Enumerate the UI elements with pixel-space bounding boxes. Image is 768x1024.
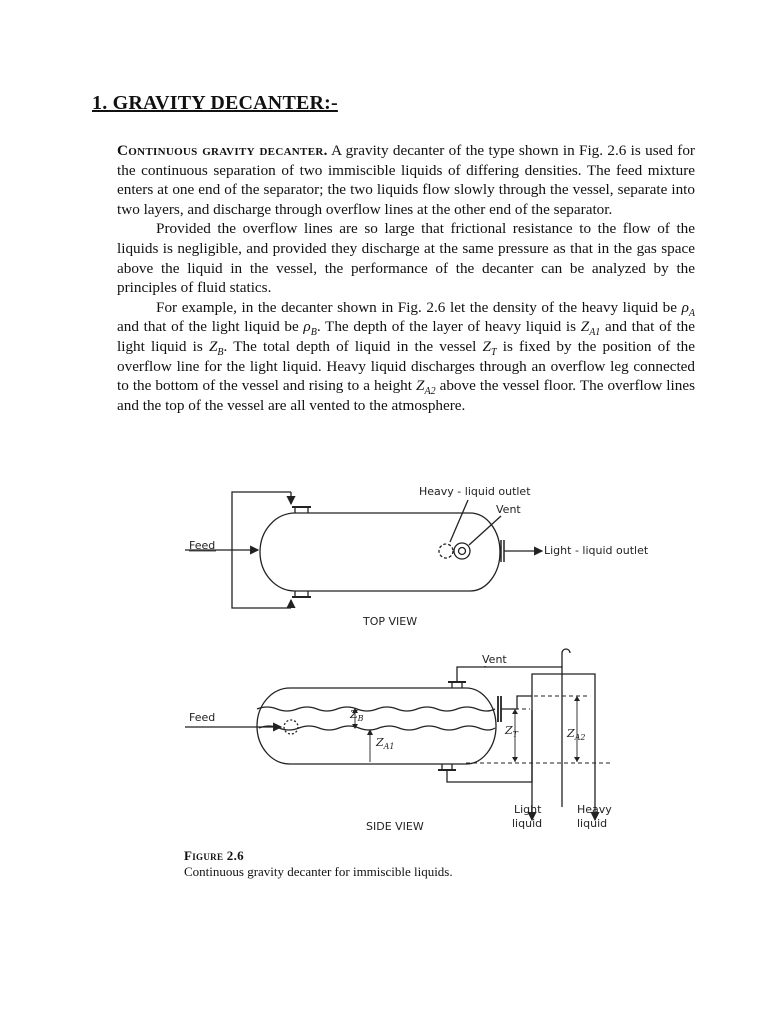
paragraph-1 (117, 141, 695, 219)
zb-label: $Z_B$ (350, 708, 364, 723)
text-run: . The depth of the layer of heavy liquid is (316, 318, 581, 336)
side-vent-label: Vent (482, 653, 507, 666)
heavy-outlet-circle (439, 544, 453, 558)
side-view-vessel (257, 688, 496, 764)
symbol-z-a1: $Z_{A1}$ (580, 318, 601, 339)
paragraph-lead: Continuous gravity decanter. (117, 142, 328, 159)
light-liquid-label-1: Light (514, 803, 542, 816)
side-view-title: SIDE VIEW (366, 820, 424, 833)
light-liquid-label-2: liquid (512, 817, 543, 830)
paragraph-1-text: A gravity decanter of the type shown in Fig. 2.6 is used for the continuous separation of two immiscible liquids of differing densities. The feed mixture enters at one end of the separator; the two liquids flow slowly through the vessel, separate into two layers, and discharge through overflow lines at the other end of the separator. (117, 142, 695, 218)
liquid-interface (259, 726, 495, 730)
symbol-rho-a: $\rho_A$ (681, 298, 695, 319)
side-view-labels (189, 653, 612, 833)
liquid-surface (257, 707, 495, 711)
side-view (185, 649, 610, 820)
section-heading: 1. GRAVITY DECANTER:- (92, 92, 338, 114)
symbol-z-a2: $Z_{A2}$ (416, 377, 436, 398)
za2-label: $Z_{A2}$ (567, 727, 586, 742)
heavy-liquid-label-1: Heavy (577, 803, 612, 816)
zt-label: $Z_T$ (505, 724, 518, 739)
top-vent-label: Vent (496, 503, 521, 516)
text-run: . The total depth of liquid in the vessel (223, 337, 483, 355)
text-run: and that of the light liquid be (117, 318, 304, 336)
text-run: is fixed by the position of the overflow line for the light liquid. Heavy liquid discharges through an overflow leg connected to the bottom of the vessel and rising to a height (117, 337, 695, 395)
za1-label: $Z_{A1}$ (376, 736, 395, 751)
side-feed-label: Feed (189, 711, 216, 724)
figure-caption (184, 848, 453, 880)
feed-inlet-circle (284, 720, 298, 734)
light-liquid-pipe (501, 696, 532, 709)
text-run: above the vessel floor. The overflow lines and the top of the vessel are all vented to the atmosphere. (117, 377, 695, 414)
symbol-z-t: $Z_T$ (482, 337, 497, 358)
heavy-outlet-label: Heavy - liquid outlet (419, 485, 531, 498)
symbol-z-b: $Z_B$ (208, 337, 224, 358)
text-run: For example, in the decanter shown in Fig. 2.6 let the density of the heavy liquid be (156, 298, 682, 316)
paragraph-3 (117, 298, 695, 416)
figure-caption-text: Continuous gravity decanter for immiscible liquids. (184, 864, 453, 879)
top-view-labels (189, 485, 649, 628)
light-outlet-label: Light - liquid outlet (544, 544, 649, 557)
top-view-vessel (260, 513, 500, 591)
top-view-title: TOP VIEW (363, 615, 418, 628)
body-text (117, 141, 695, 415)
heavy-liquid-label-2: liquid (577, 817, 608, 830)
vent-circle (454, 543, 470, 559)
paragraph-2: Provided the overflow lines are so large that frictional resistance to the flow of the liquids is negligible, and provided they discharge at the same pressure as that in the gas space above the liquid in the vessel, the performance of the decanter can be analyzed by the principles of fluid statics. (117, 220, 695, 297)
top-feed-label: Feed (189, 539, 216, 552)
top-view (185, 492, 542, 608)
decanter-figure (170, 470, 670, 850)
text-run: and that of the light liquid is (117, 318, 695, 355)
figure-number: Figure 2.6 (184, 848, 244, 863)
symbol-rho-b: $\rho_B$ (303, 318, 317, 339)
